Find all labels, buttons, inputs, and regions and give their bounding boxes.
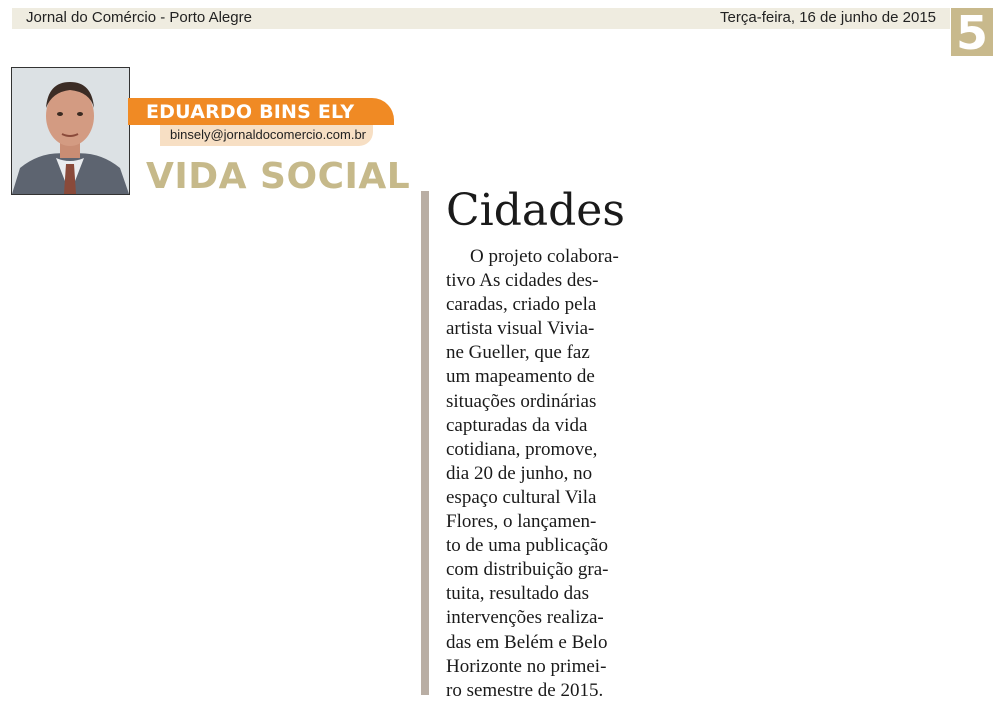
article-line: intervenções realiza- — [446, 607, 604, 629]
article-line: ro semestre de 2015. — [446, 679, 604, 701]
columnist-photo — [11, 67, 130, 195]
article-line: O projeto colabora- — [470, 246, 619, 267]
columnist-name: EDUARDO BINS ELY — [146, 101, 355, 123]
article-line: Flores, o lançamen- — [446, 511, 597, 533]
article-line: tuita, resultado das — [446, 583, 589, 605]
columnist-email[interactable]: binsely@jornaldocomercio.com.br — [170, 127, 366, 142]
article-line: to de uma publicação — [446, 535, 608, 557]
article-line: dia 20 de junho, no — [446, 462, 593, 484]
article-line: caradas, criado pela — [446, 294, 597, 316]
article-line: com distribuição gra- — [446, 559, 609, 581]
article-line: situações ordinárias — [446, 390, 597, 412]
issue-date: Terça-feira, 16 de junho de 2015 — [720, 9, 936, 26]
article-line: espaço cultural Vila — [446, 486, 597, 508]
columnist-email-band — [160, 125, 373, 146]
article-line: capturadas da vida — [446, 414, 588, 436]
section-title: VIDA SOCIAL — [146, 156, 411, 197]
article-line: um mapeamento de — [446, 366, 595, 388]
page-number: 5 — [951, 8, 993, 56]
article-headline: Cidades — [446, 185, 625, 236]
article-line: cotidiana, promove, — [446, 438, 598, 460]
publication-name: Jornal do Comércio - Porto Alegre — [26, 9, 252, 26]
column-divider — [421, 191, 429, 695]
article-body — [446, 245, 646, 703]
page-header-bar — [12, 8, 950, 29]
columnist-portrait-image — [12, 68, 129, 194]
article-line: artista visual Vivia- — [446, 318, 595, 340]
columnist-name-band — [128, 98, 394, 125]
article-line: tivo As cidades des- — [446, 270, 599, 292]
article-line: ne Gueller, que faz — [446, 342, 590, 364]
article-line: das em Belém e Belo — [446, 631, 608, 653]
article-line: Horizonte no primei- — [446, 655, 607, 677]
